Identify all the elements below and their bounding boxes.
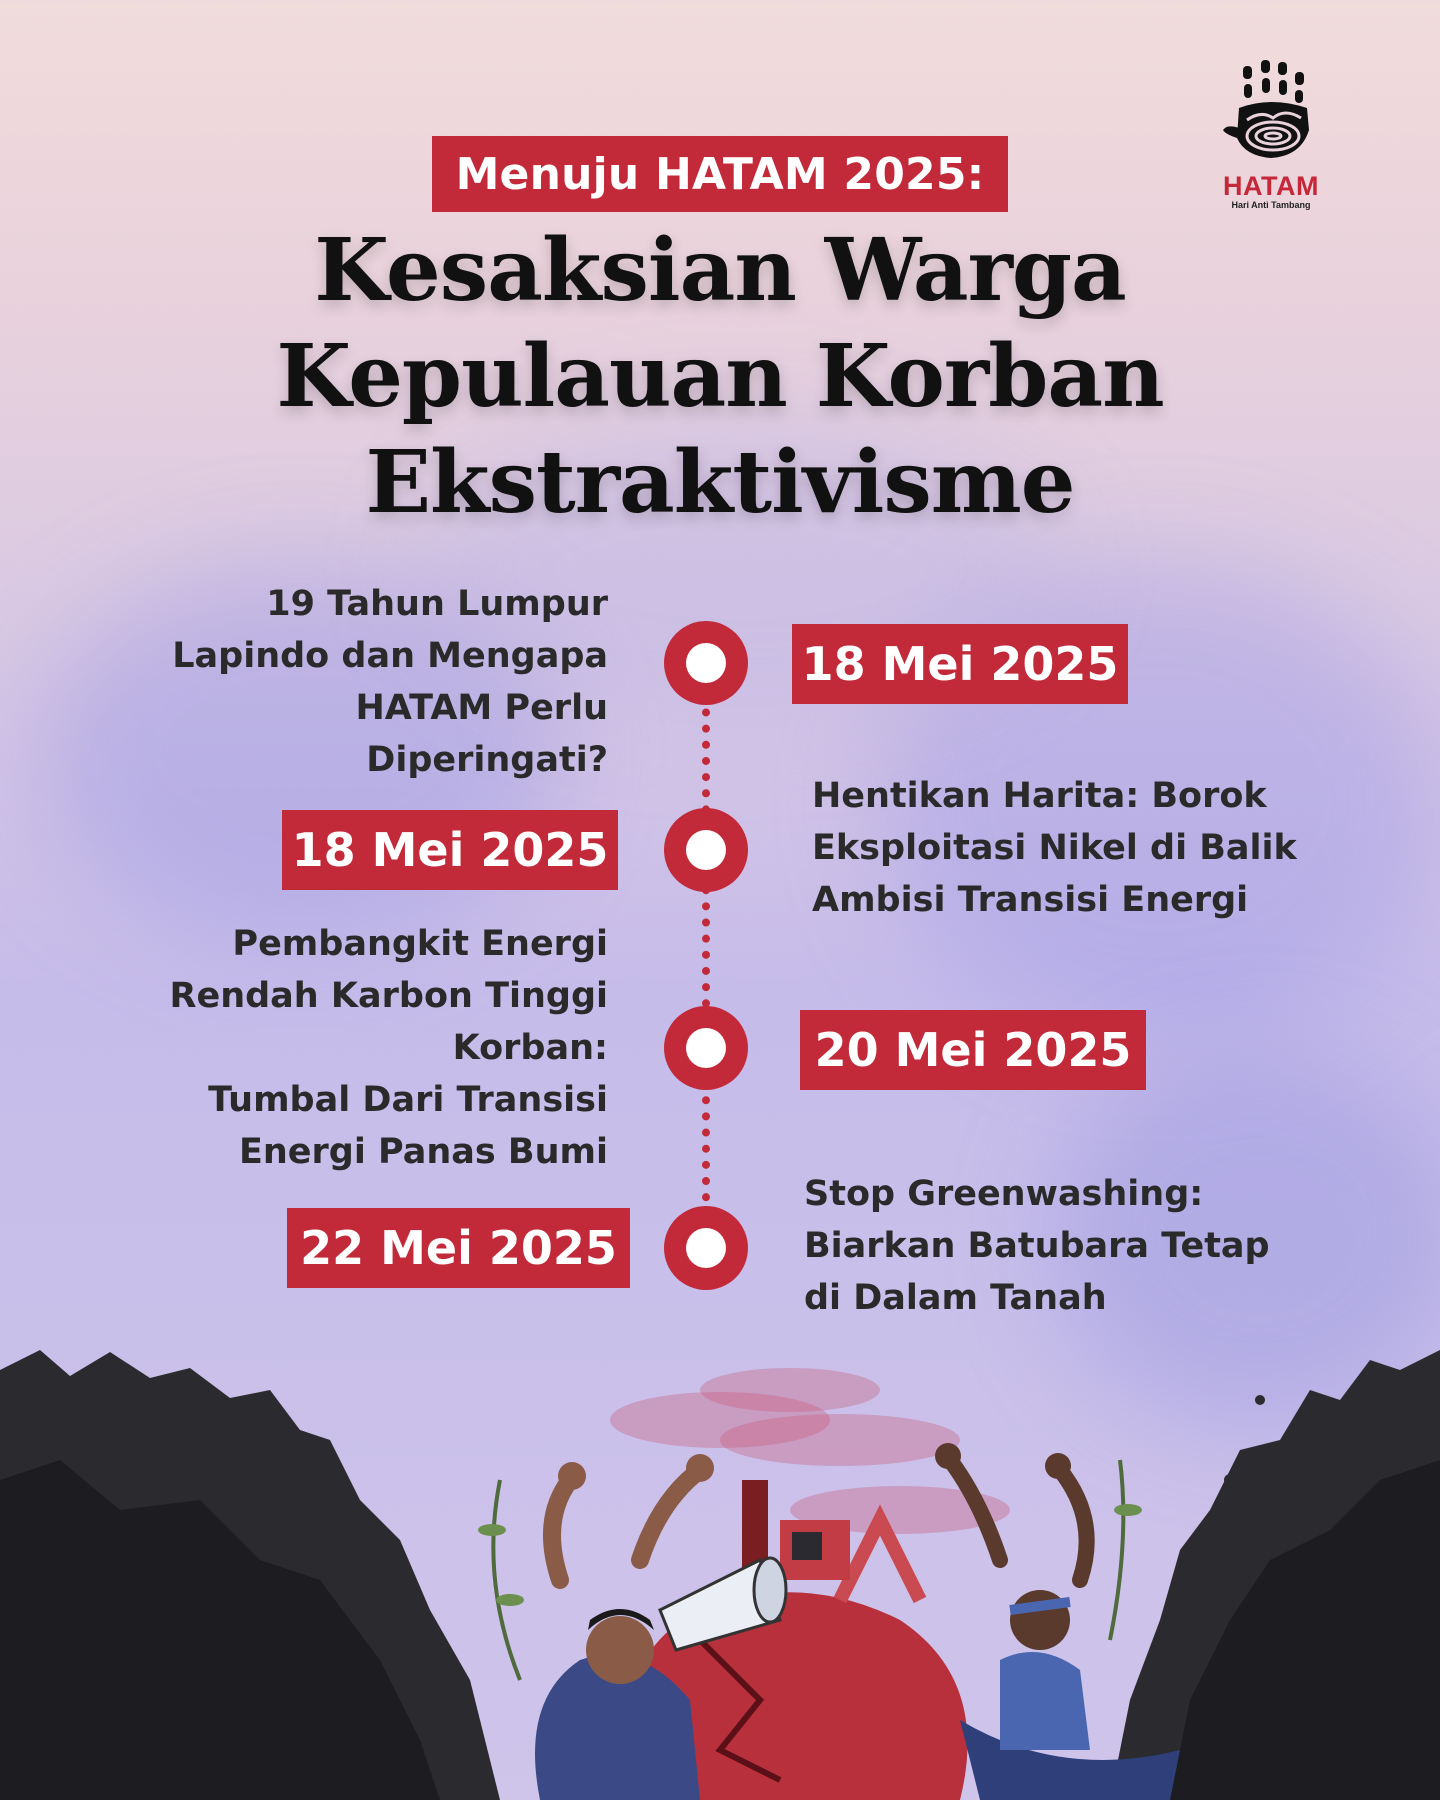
title-line: Kepulauan Korban bbox=[276, 326, 1164, 427]
event-line: Hentikan Harita: Borok bbox=[812, 776, 1267, 816]
timeline-event bbox=[28, 918, 608, 1178]
event-line: Biarkan Batubara Tetap bbox=[804, 1226, 1270, 1266]
event-line: Energi Panas Bumi bbox=[238, 1132, 608, 1172]
date-badge: 18 Mei 2025 bbox=[792, 624, 1128, 704]
page-title bbox=[120, 218, 1320, 536]
date-badge: 18 Mei 2025 bbox=[282, 810, 618, 890]
timeline-node bbox=[664, 1206, 748, 1290]
logo-name: HATAM bbox=[1223, 171, 1319, 201]
timeline-event bbox=[28, 578, 608, 786]
event-line: Tumbal Dari Transisi bbox=[208, 1080, 608, 1120]
timeline-node bbox=[664, 621, 748, 705]
event-line: HATAM Perlu bbox=[355, 688, 608, 728]
event-line: Korban: bbox=[452, 1028, 608, 1068]
event-line: Ambisi Transisi Energi bbox=[812, 880, 1249, 920]
event-line: di Dalam Tanah bbox=[804, 1278, 1107, 1318]
kicker-banner: Menuju HATAM 2025: bbox=[432, 136, 1008, 212]
hatam-logo bbox=[1206, 58, 1336, 228]
date-badge: 22 Mei 2025 bbox=[287, 1208, 630, 1288]
timeline-event bbox=[812, 770, 1372, 926]
title-line: Ekstraktivisme bbox=[365, 432, 1075, 533]
event-line: Diperingati? bbox=[366, 740, 608, 780]
date-badge: 20 Mei 2025 bbox=[800, 1010, 1146, 1090]
timeline-line bbox=[702, 660, 710, 1250]
event-line: Lapindo dan Mengapa bbox=[172, 636, 608, 676]
event-line: Stop Greenwashing: bbox=[804, 1174, 1204, 1214]
protest-illustration bbox=[0, 1280, 1440, 1800]
event-line: Eksploitasi Nikel di Balik bbox=[812, 828, 1297, 868]
timeline-node bbox=[664, 1006, 748, 1090]
event-line: Pembangkit Energi bbox=[232, 924, 608, 964]
event-line: Rendah Karbon Tinggi bbox=[169, 976, 608, 1016]
timeline-node bbox=[664, 808, 748, 892]
event-line: 19 Tahun Lumpur bbox=[266, 584, 608, 624]
logo-tagline: Hari Anti Tambang bbox=[1231, 200, 1311, 210]
title-line: Kesaksian Warga bbox=[314, 220, 1126, 321]
handprint-icon bbox=[1221, 58, 1321, 170]
